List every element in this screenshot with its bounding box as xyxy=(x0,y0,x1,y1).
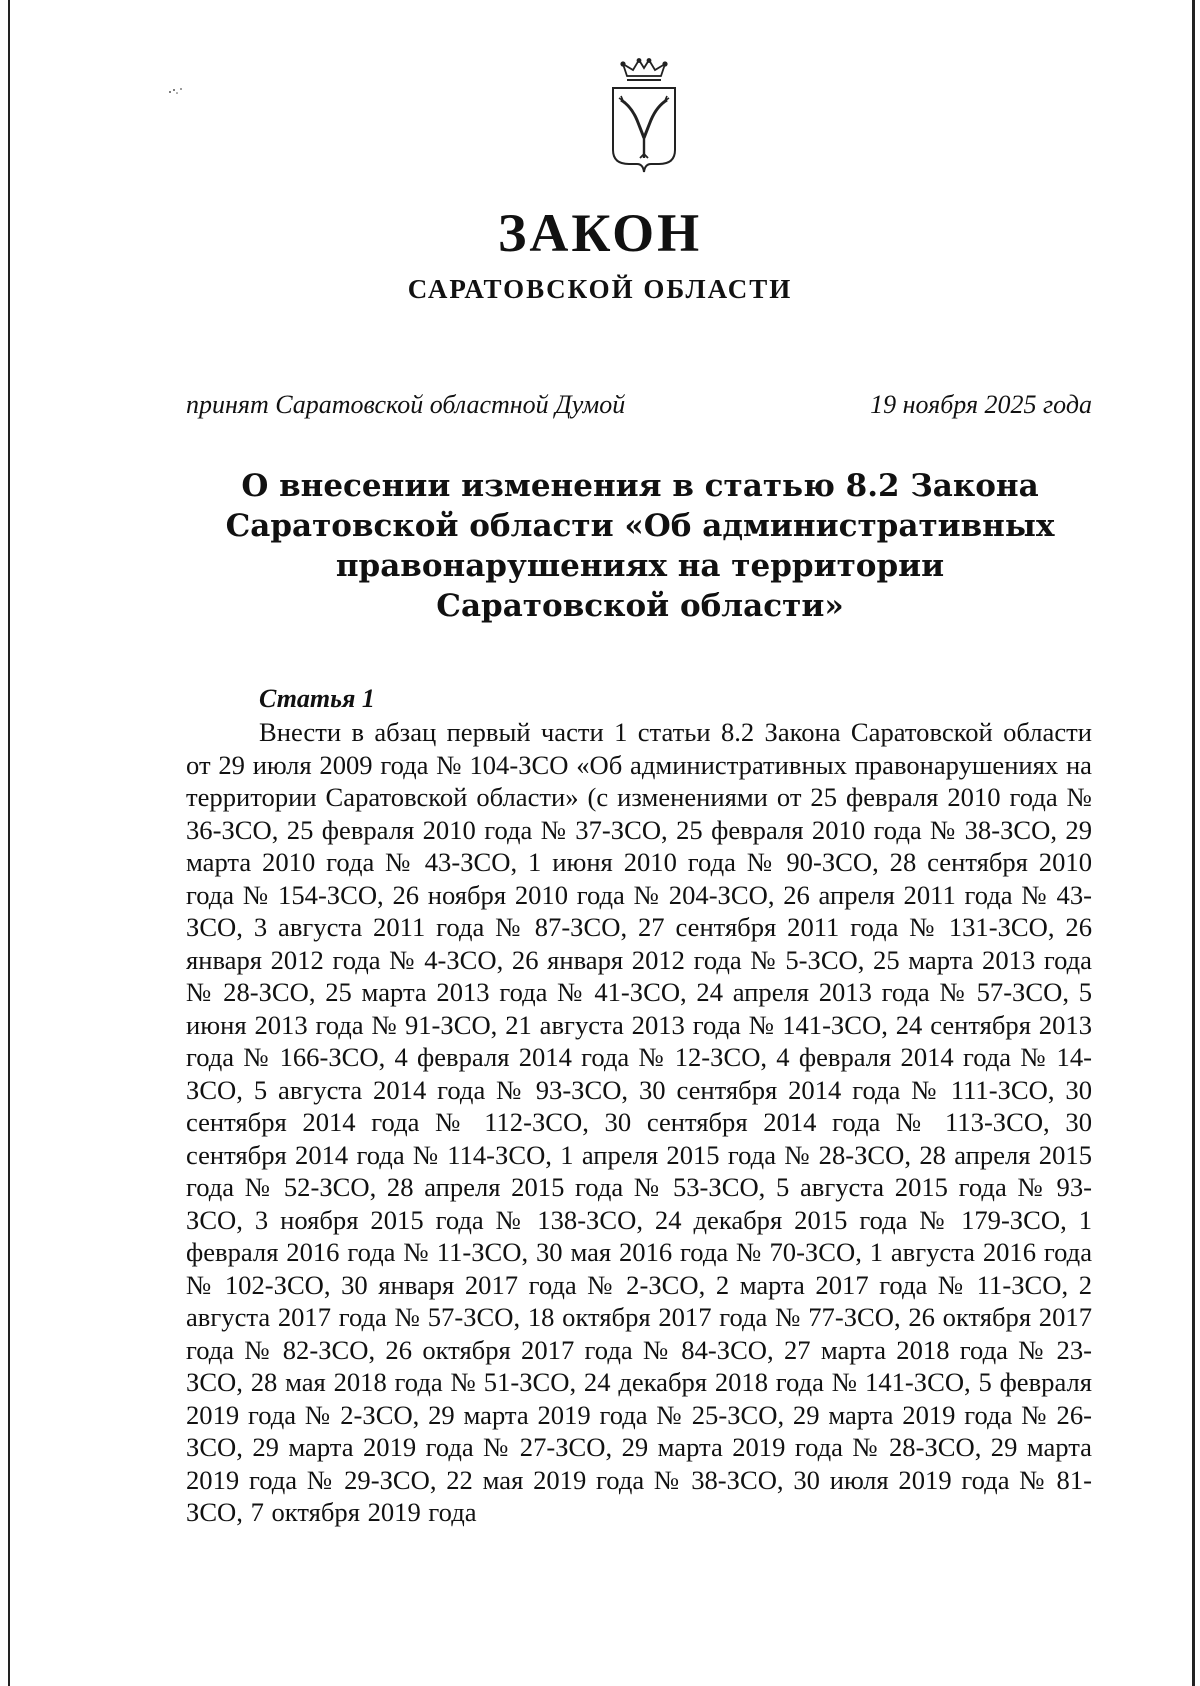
article-heading: Статья 1 xyxy=(259,684,375,713)
adoption-line xyxy=(186,388,1092,422)
law-title: О внесении изменения в статью 8.2 Закона Саратовской области «Об административных правонарушениях на территории Саратовской области» xyxy=(225,468,1055,624)
adopted-date: 19 ноября 2025 года xyxy=(870,390,1092,419)
scan-speck xyxy=(167,86,185,96)
document-type-title: ЗАКОН xyxy=(497,203,703,263)
adopted-by: принят Саратовской областной Думой xyxy=(186,390,626,419)
saratov-coat-of-arms-icon xyxy=(609,58,679,178)
document-region-title: САРАТОВСКОЙ ОБЛАСТИ xyxy=(407,274,793,304)
article-body: Внести в абзац первый части 1 статьи 8.2 Закона Саратовской области от 29 июля 2009 года № 104-ЗСО «Об административных правонарушениях на территории Саратовской области» (с изменениями от 25 февраля 2010 года № 36-ЗСО, 25 февраля 2010 года № 37-ЗСО, 25 февраля 2010 года № 38-ЗСО, 29 марта 2010 года № 43-ЗСО, 1 июня 2010 года № 90-ЗСО, 28 сентября 2010 года № 154-ЗСО, 26 ноября 2010 года № 204-ЗСО, 26 апреля 2011 года № 43-ЗСО, 3 августа 2011 года № 87-ЗСО, 27 сентября 2011 года № 131-ЗСО, 26 января 2012 года № 4-ЗСО, 26 января 2012 года № 5-ЗСО, 25 марта 2013 года № 28-ЗСО, 25 марта 2013 года № 41-ЗСО, 24 апреля 2013 года № 57-ЗСО, 5 июня 2013 года № 91-ЗСО, 21 августа 2013 года № 141-ЗСО, 24 сентября 2013 года № 166-ЗСО, 4 февраля 2014 года № 12-ЗСО, 4 февраля 2014 года № 14-ЗСО, 5 августа 2014 года № 93-ЗСО, 30 сентября 2014 года № 111-ЗСО, 30 сентября 2014 года № 112-ЗСО, 30 сентября 2014 года № 113-ЗСО, 30 сентября 2014 года № 114-ЗСО, 1 апреля 2015 года № 28-ЗСО, 28 апреля 2015 года № 52-ЗСО, 28 апреля 2015 года № 53-ЗСО, 5 августа 2015 года № 93-ЗСО, 3 ноября 2015 года № 138-ЗСО, 24 декабря 2015 года № 179-ЗСО, 1 февраля 2016 года № 11-ЗСО, 30 мая 2016 года № 70-ЗСО, 1 августа 2016 года № 102-ЗСО, 30 января 2017 года № 2-ЗСО, 2 марта 2017 года № 11-ЗСО, 2 августа 2017 года № 57-ЗСО, 18 октября 2017 года № 77-ЗСО, 26 октября 2017 года № 82-ЗСО, 26 октября 2017 года № 84-ЗСО, 27 марта 2018 года № 23-ЗСО, 28 мая 2018 года № 51-ЗСО, 24 декабря 2018 года № 141-ЗСО, 5 февраля 2019 года № 2-ЗСО, 29 марта 2019 года № 25-ЗСО, 29 марта 2019 года № 26-ЗСО, 29 марта 2019 года № 27-ЗСО, 29 марта 2019 года № 28-ЗСО, 29 марта 2019 года № 29-ЗСО, 22 мая 2019 года № 38-ЗСО, 30 июля 2019 года № 81-ЗСО, 7 октября 2019 года xyxy=(186,717,1092,1527)
